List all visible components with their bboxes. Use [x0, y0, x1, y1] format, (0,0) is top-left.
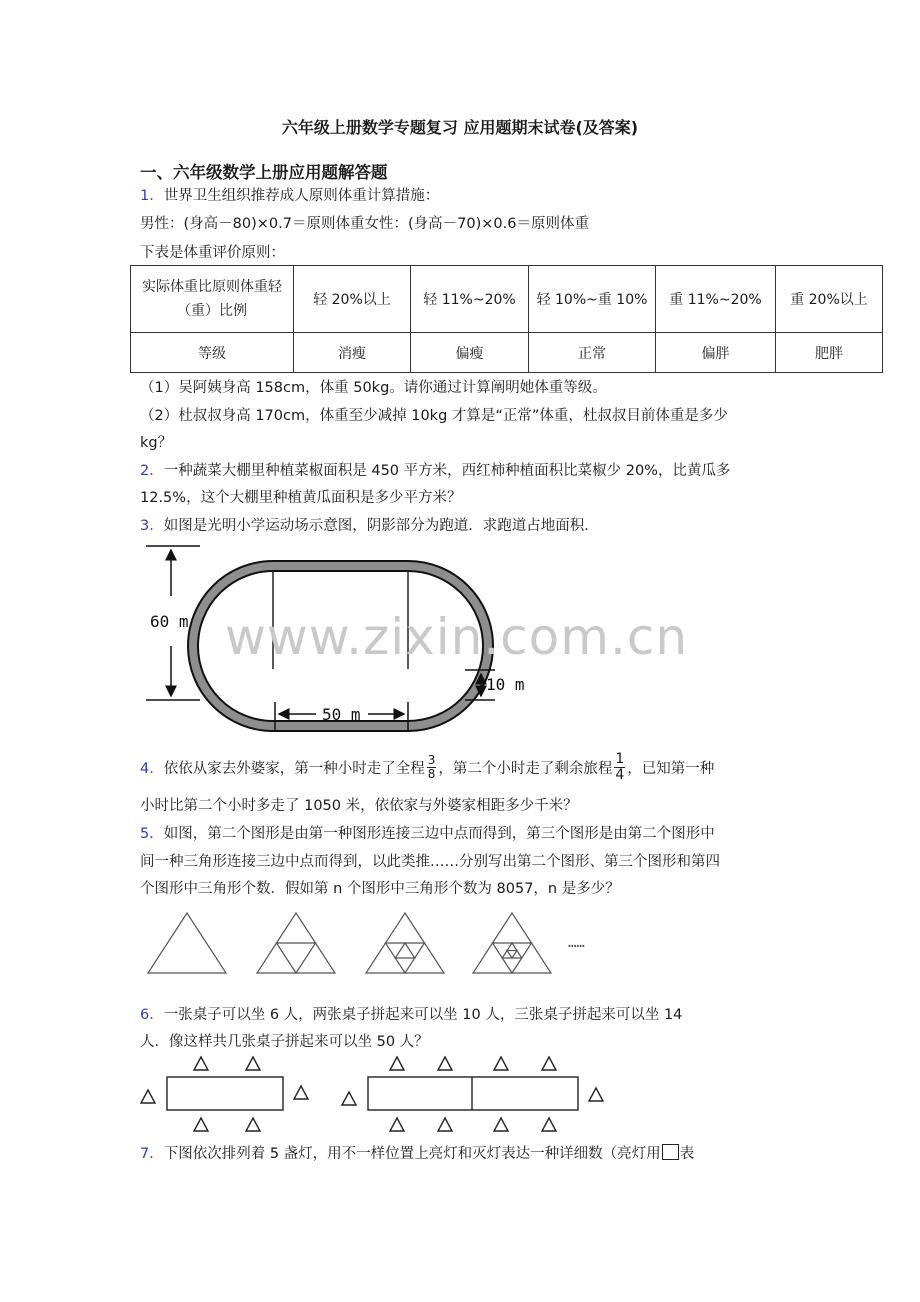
question-text: 一张桌子可以坐 6 人，两张桌子拼起来可以坐 10 人，三张桌子拼起来可以坐 14 — [163, 1007, 683, 1023]
table-cell: 实际体重比原则体重轻（重）比例 — [131, 266, 294, 333]
single-table — [167, 1077, 283, 1110]
q1-formula: 男性：(身高－80)×0.7＝原则体重女性：(身高－70)×0.6＝原则体重 — [140, 216, 589, 232]
tables-seating-figure — [136, 1052, 616, 1136]
person-triangles — [141, 1057, 603, 1131]
lamp-on-box — [662, 1144, 679, 1160]
q2-text-cont: 12.5%，这个大棚里种植黄瓜面积是多少平方米？ — [140, 490, 462, 506]
question-5 — [140, 822, 715, 843]
triangle-figure-3 — [366, 913, 444, 973]
triangle-sequence-figure — [140, 905, 620, 980]
field-width-label: 50 m — [322, 705, 361, 724]
ellipsis: …… — [568, 935, 585, 951]
question-number: 7． — [140, 1146, 164, 1162]
table-cell: 消瘦 — [294, 333, 411, 373]
question-number: 3． — [140, 518, 164, 534]
two-tables — [368, 1077, 578, 1110]
q1-subquestion-1: （1）吴阿姨身高 158cm，体重 50kg。请你通过计算阐明她体重等级。 — [140, 380, 607, 396]
question-1 — [140, 184, 439, 205]
weight-evaluation-table — [130, 265, 883, 373]
question-text: 一种蔬菜大棚里种植菜椒面积是 450 平方米，西红柿种植面积比菜椒少 20%，比黄瓜多 — [163, 463, 731, 479]
question-text: 依依从家去外婆家，第一种小时走了全程 — [163, 761, 425, 777]
triangle-figure-4 — [473, 913, 551, 973]
q5-text-cont-2: 个图形中三角形个数．假如第 n 个图形中三角形个数为 8057，n 是多少？ — [140, 881, 620, 897]
table-row — [131, 266, 883, 333]
table-cell: 正常 — [529, 333, 656, 373]
question-number: 6． — [140, 1007, 164, 1023]
table-row — [131, 333, 883, 373]
q4-text-cont: 小时比第二个小时多走了 1050 米，依依家与外婆家相距多少千米？ — [140, 798, 578, 814]
q6-text-cont: 人．像这样共几张桌子拼起来可以坐 50 人？ — [140, 1034, 429, 1050]
q1-subquestion-2-cont: kg？ — [140, 435, 173, 451]
question-number: 1． — [140, 188, 164, 204]
question-number: 5． — [140, 826, 164, 842]
table-cell: 重 11%~20% — [656, 266, 776, 333]
question-2 — [140, 459, 730, 480]
question-text: 下图依次排列着 5 盏灯，用不一样位置上亮灯和灭灯表达一种详细数（亮灯用 — [163, 1146, 661, 1162]
table-cell: 轻 10%~重 10% — [529, 266, 656, 333]
question-text: 世界卫生组织推荐成人原则体重计算措施： — [163, 188, 440, 204]
question-4: 4．依依从家去外婆家，第一种小时走了全程 $\frac{3}{8}$ ，第二个小时走了剩余旅程 $\frac{1}{4}$ ，已知第一种 — [140, 751, 715, 783]
table-cell: 重 20%以上 — [776, 266, 883, 333]
question-3 — [140, 514, 599, 535]
table-cell: 偏瘦 — [411, 333, 529, 373]
question-7: 7．下图依次排列着 5 盏灯，用不一样位置上亮灯和灭灯表达一种详细数（亮灯用 表 — [140, 1146, 695, 1162]
question-number: 4． — [140, 761, 164, 777]
table-cell: 等级 — [131, 333, 294, 373]
fraction-three-eighths: $\frac{3}{8}$ — [427, 753, 436, 781]
table-cell: 轻 11%~20% — [411, 266, 529, 333]
question-6 — [140, 1003, 682, 1024]
height-label: 60 m — [150, 612, 189, 631]
q1-subquestion-2: （2）杜叔叔身高 170cm，体重至少减掉 10kg 才算是“正常”体重，杜叔叔目前体重是多少 — [140, 408, 728, 424]
table-cell: 轻 20%以上 — [294, 266, 411, 333]
question-text: 如图是光明小学运动场示意图，阴影部分为跑道．求跑道占地面积． — [163, 518, 599, 534]
q1-table-intro: 下表是体重评价原则： — [140, 245, 285, 261]
q5-text-cont-1: 间一种三角形连接三边中点而得到，以此类推……分别写出第二个图形、第三个图形和第四 — [140, 854, 720, 870]
triangle-figure-1 — [148, 913, 226, 973]
table-cell: 肥胖 — [776, 333, 883, 373]
question-text: 如图，第二个图形是由第一种图形连接三边中点而得到，第三个图形是由第二个图形中 — [163, 826, 715, 842]
section-heading: 一、六年级数学上册应用题解答题 — [140, 163, 388, 182]
table-cell: 偏胖 — [656, 333, 776, 373]
watermark: www.zixin.com.cn — [225, 608, 689, 666]
triangle-figure-2 — [257, 913, 335, 973]
question-number: 2． — [140, 463, 164, 479]
fraction-one-quarter: $\frac{1}{4}$ — [615, 751, 625, 783]
track-width-label: 10 m — [486, 675, 525, 694]
document-title: 六年级上册数学专题复习 应用题期末试卷(及答案) — [281, 118, 639, 137]
